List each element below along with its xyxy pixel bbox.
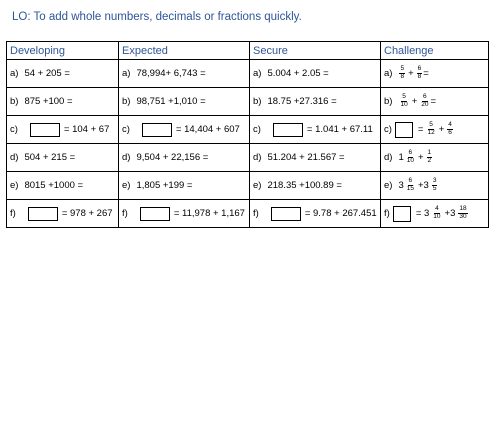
fraction [447,122,453,137]
numerator: 6 [423,93,427,101]
operator: + [411,96,418,107]
numerator: 5 [400,65,405,73]
question-expression: 875 +100 = [24,96,73,107]
question-expression: 9,504 + 22,156 = [136,152,209,163]
operator: + [417,152,424,163]
whole-number: 1 [398,152,404,163]
table-row [7,88,489,116]
denominator: 2 [427,157,432,164]
worksheet-table [6,41,489,228]
question-label: b) [10,96,19,107]
header-row [7,42,489,60]
fraction [426,122,435,137]
question-label: c) [10,124,18,135]
fraction [399,66,405,81]
operator: + [438,124,445,135]
numerator: 4 [435,205,439,213]
header-secure: Secure [250,42,381,60]
question-expression: 98,751 +1,010 = [136,96,206,107]
developing-cell [7,60,119,88]
numerator: 5 [429,121,433,129]
secure-cell [250,200,381,228]
denominator: 10 [400,101,408,108]
question-label: d) [384,152,393,163]
secure-cell [250,88,381,116]
fraction [417,66,423,81]
question-label: b) [122,96,131,107]
denominator: 5 [432,185,437,192]
challenge-cell [381,200,489,228]
fraction [399,94,408,109]
question-label: a) [384,68,393,79]
question-expression: 18.75 +27.316 = [267,96,337,107]
answer-box[interactable] [273,123,303,137]
numerator: 6 [408,149,413,157]
developing-cell [7,88,119,116]
numerator: 3 [432,177,437,185]
answer-box[interactable] [271,207,301,221]
denominator: 30 [459,213,467,220]
denominator: 8 [417,73,422,80]
question-label: d) [122,152,131,163]
question-expression: 504 + 215 = [24,152,76,163]
whole-number: 3 [398,180,404,191]
learning-objective: LO: To add whole numbers, decimals or fractions quickly. [12,11,302,23]
question-expression: 78,994+ 6,743 = [136,68,206,79]
expected-cell [119,88,250,116]
question-label: c) [253,124,261,135]
question-label: c) [122,124,130,135]
numerator: 4 [448,121,452,129]
question-label: e) [384,180,393,191]
question-expression: 54 + 205 = [24,68,70,79]
numerator: 6 [408,177,413,185]
secure-cell [250,60,381,88]
question-label: a) [10,68,19,79]
equals-sign: = 3 [415,208,430,219]
operator: + [408,68,414,79]
numerator: 1 [427,149,432,157]
table-row [7,172,489,200]
table-row [7,144,489,172]
developing-cell [7,144,119,172]
question-label: b) [384,96,393,107]
question-label: e) [122,180,131,191]
question-expression: 51.204 + 21.567 = [267,152,345,163]
equals-sign: = [417,124,424,135]
fraction [420,94,429,109]
expected-cell [119,144,250,172]
question-expression: 8015 +1000 = [24,180,84,191]
secure-cell [250,172,381,200]
question-label: f) [122,208,128,219]
header-challenge: Challenge [381,42,489,60]
question-label: e) [253,180,262,191]
question-label: a) [122,68,131,79]
challenge-cell [381,116,489,144]
question-expression: 1,805 +199 = [136,180,193,191]
fraction [432,178,438,193]
answer-box[interactable] [393,206,411,222]
challenge-cell [381,88,489,116]
question-expression: 5.004 + 2.05 = [267,68,329,79]
question-label: f) [10,208,16,219]
operator: +3 [444,208,456,219]
numerator: 6 [417,65,422,73]
fraction [432,206,441,221]
secure-cell [250,116,381,144]
question-label: a) [253,68,262,79]
question-expression: 218.35 +100.89 = [267,180,342,191]
question-expression: = 1.041 + 67.11 [306,124,373,135]
developing-cell [7,200,119,228]
denominator: 20 [421,101,429,108]
expected-cell [119,60,250,88]
header-expected: Expected [119,42,250,60]
numerator: 18 [459,205,467,213]
denominator: 6 [448,129,452,136]
secure-cell [250,144,381,172]
denominator: 10 [406,157,414,164]
equals-sign: = [423,68,429,79]
operator: +3 [417,180,429,191]
question-label: f) [384,208,390,219]
fraction [427,150,433,165]
question-label: c) [384,124,392,135]
question-expression: = 978 + 267 [61,208,113,219]
answer-box[interactable] [140,207,170,221]
header-developing: Developing [7,42,119,60]
question-expression: = 11,978 + 1,167 [173,208,245,219]
denominator: 15 [406,185,414,192]
developing-cell [7,172,119,200]
expected-cell [119,200,250,228]
question-expression: = 9.78 + 267.451 [304,208,377,219]
developing-cell [7,116,119,144]
answer-box[interactable] [395,122,413,138]
table-row [7,200,489,228]
expected-cell [119,172,250,200]
answer-box[interactable] [30,123,60,137]
answer-box[interactable] [28,207,58,221]
denominator: 8 [400,73,405,80]
question-label: d) [253,152,262,163]
fraction [406,178,415,193]
denominator: 12 [427,129,435,136]
denominator: 10 [433,213,441,220]
challenge-cell [381,60,489,88]
question-label: b) [253,96,262,107]
expected-cell [119,116,250,144]
fraction [406,150,415,165]
challenge-cell [381,144,489,172]
challenge-cell [381,172,489,200]
question-label: f) [253,208,259,219]
equals-sign: = [430,96,437,107]
question-label: d) [10,152,19,163]
question-expression: = 104 + 67 [63,124,110,135]
table-row [7,116,489,144]
numerator: 5 [402,93,406,101]
table-row [7,60,489,88]
question-expression: = 14,404 + 607 [175,124,240,135]
fraction [458,206,467,221]
answer-box[interactable] [142,123,172,137]
question-label: e) [10,180,19,191]
